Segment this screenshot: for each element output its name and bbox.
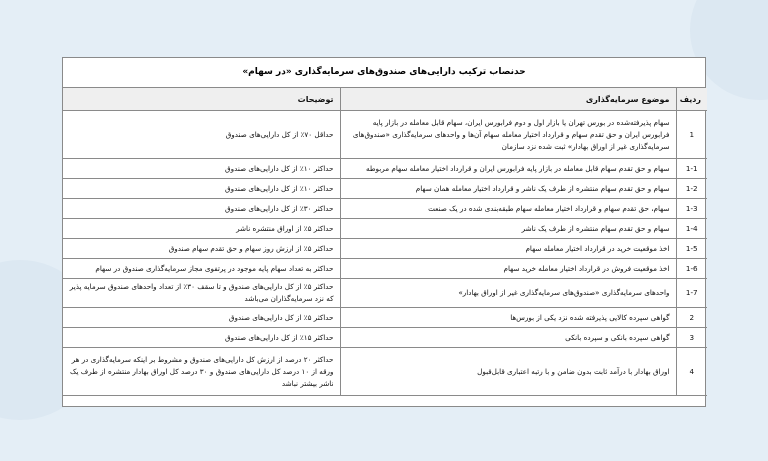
table-row [63,239,707,259]
row-subject: واحدهای سرمایه‌گذاری «صندوق‌های سرمایه‌گذاری غیر از اوراق بهادار» [340,279,676,308]
row-number: 3 [676,328,707,348]
table-row [63,111,707,159]
row-subject: سهام، حق تقدم سهام و قرارداد اختیار معامله سهام طبقه‌بندی شده در یک صنعت [340,199,676,219]
row-subject: سهام و حق تقدم سهام منتشره از طرف یک ناشر [340,219,676,239]
header-subject: موضوع سرمایه‌گذاری [340,88,676,111]
row-subject: سهام و حق تقدم سهام قابل معامله در بازار پایه فرابورس ایران و قرارداد اختیار معامله سهام مربوطه [340,159,676,179]
row-subject: سهام و حق تقدم سهام منتشره از طرف یک ناشر و قرارداد اختیار معامله همان سهام [340,179,676,199]
row-notes: حداکثر ۵٪ از ارزش روز سهام و حق تقدم سهام صندوق [63,239,340,259]
row-number: 4 [676,348,707,396]
row-notes: حداکثر ۵٪ از کل دارایی‌های صندوق [63,308,340,328]
allocation-table [63,88,707,396]
row-number: 1-3 [676,199,707,219]
table-row [63,308,707,328]
row-subject: گواهی سپرده بانکی و سپرده بانکی [340,328,676,348]
table-title: حدنصاب ترکیب دارایی‌های صندوق‌های سرمایه‌گذاری «در سهام» [63,58,705,88]
row-notes: حداکثر ۳۰٪ از کل دارایی‌های صندوق [63,199,340,219]
table-row [63,219,707,239]
table-card [62,57,706,407]
row-number: 1-6 [676,259,707,279]
row-subject: سهام پذیرفته‌شده در بورس تهران یا بازار اول و دوم فرابورس ایران، سهام قابل معامله در بازار پایه فرابورس ایران و حق تقدم سهام و قرارداد اختیار معامله سهام آن‌ها و واحدهای سرمایه‌گذاری «صندوق‌های سرمایه‌گذاری غیر از اوراق بهادار» ثبت شده نزد سازمان [340,111,676,159]
header-notes: توضیحات [63,88,340,111]
row-notes: حداکثر ۱۵٪ از کل دارایی‌های صندوق [63,328,340,348]
header-row-number: ردیف [676,88,707,111]
row-number: 1-4 [676,219,707,239]
row-number: 1-2 [676,179,707,199]
row-subject: گواهی سپرده کالایی پذیرفته شده نزد یکی از بورس‌ها [340,308,676,328]
table-header-row [63,88,707,111]
table-row [63,279,707,308]
table-row [63,159,707,179]
table-row [63,259,707,279]
row-notes: حداقل ۷۰٪ از کل دارایی‌های صندوق [63,111,340,159]
row-number: 1-1 [676,159,707,179]
table-row [63,328,707,348]
row-notes: حداکثر ۲۰ درصد از ارزش کل دارایی‌های صندوق و مشروط بر اینکه سرمایه‌گذاری در هر ورقه از ۱۰ درصد کل دارایی‌های صندوق و ۳۰ درصد کل اوراق بهادار منتشره از طرف یک ناشر بیشتر نباشد [63,348,340,396]
row-notes: حداکثر به تعداد سهام پایه موجود در پرتفوی مجاز سرمایه‌گذاری صندوق در سهام [63,259,340,279]
row-subject: اخذ موقعیت فروش در قرارداد اختیار معامله خرید سهام [340,259,676,279]
row-number: 1 [676,111,707,159]
table-row [63,179,707,199]
row-notes: حداکثر ۵٪ از اوراق منتشره ناشر [63,219,340,239]
row-notes: حداکثر ۱۰٪ از کل دارایی‌های صندوق [63,179,340,199]
row-number: 1-7 [676,279,707,308]
row-notes: حداکثر ۱۰٪ از کل دارایی‌های صندوق [63,159,340,179]
table-row [63,348,707,396]
row-subject: اوراق بهادار با درآمد ثابت بدون ضامن و با رتبه اعتباری قابل‌قبول [340,348,676,396]
table-row [63,199,707,219]
row-number: 2 [676,308,707,328]
row-number: 1-5 [676,239,707,259]
row-subject: اخذ موقعیت خرید در قرارداد اختیار معامله سهام [340,239,676,259]
row-notes: حداکثر ۵٪ از کل دارایی‌های صندوق و تا سقف ۳۰٪ از تعداد واحدهای صندوق سرمایه پذیر که نزد سرمایه‌گذاران می‌باشد [63,279,340,308]
